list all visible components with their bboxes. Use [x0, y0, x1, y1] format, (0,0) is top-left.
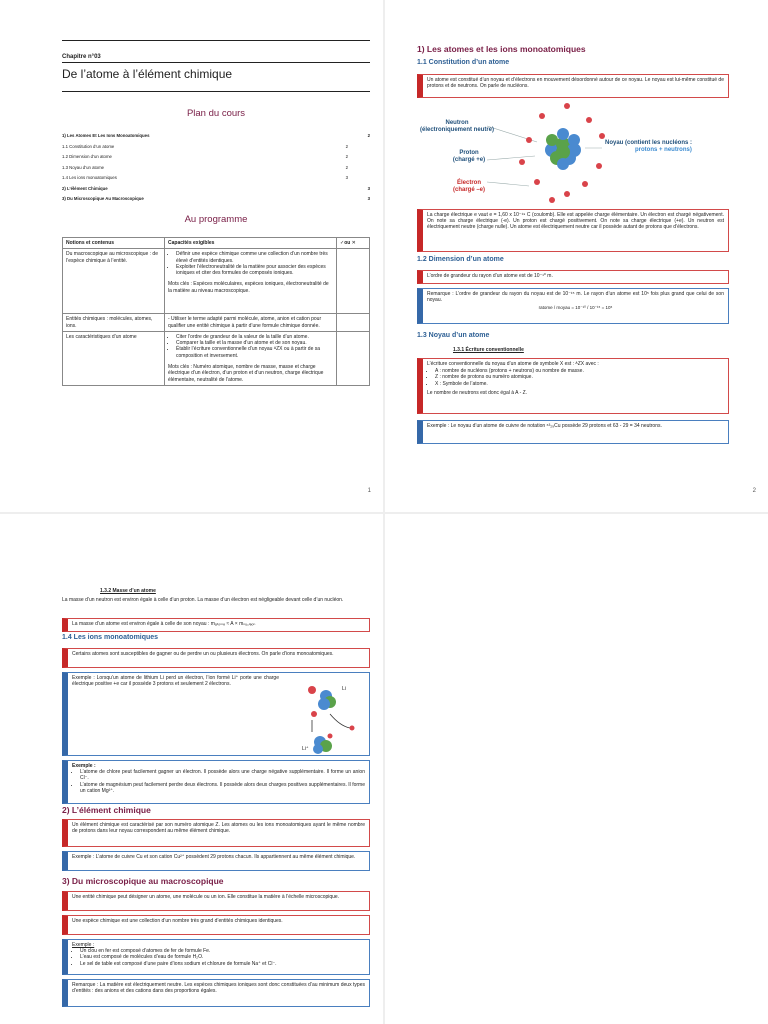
notation-end: Le nombre de neutrons est donc égal à A - Z. — [427, 389, 528, 396]
section-heading: 2) L’élément chimique — [62, 805, 151, 815]
toc-entry-label: 1.3 Noyau d’un atome — [62, 164, 105, 170]
toc-entry-label: 3) Du Microscopique Au Macroscopique — [62, 196, 144, 201]
capacity-cell — [165, 249, 337, 314]
example-item: • Le sel de table est composé d’une paire d’ions sodium et chlorure de formule Na⁺ et Cl⁻. — [80, 961, 365, 967]
capacity-cell: - Utiliser le terme adapté parmi molécule, atome, anion et cation pour qualifier une entité chimique à partir d’une formule chimique donnée. — [165, 314, 337, 332]
chapter-label: Chapitre n°03 — [62, 54, 101, 60]
nucleus — [545, 128, 581, 170]
example-box: Exemple : Le noyau d’un atome de cuivre de notation ⁶³₂₉Cu possède 29 protons et 63 - 29 = 34 neutrons. — [417, 420, 729, 444]
table-row — [63, 249, 370, 314]
remark-text: Remarque : L’ordre de grandeur du rayon du noyau est de 10⁻¹⁵ m. Le rayon d’un atome est 10⁵ fois plus grand que celui de son noyau. — [427, 291, 724, 304]
toc-entry-page: 2 — [367, 133, 370, 138]
notation-box — [417, 358, 729, 414]
element-box: Un élément chimique est caractérisé par son numéro atomique Z. Les atomes ou les ions monoatomiques ayant le même nombre de protons dans leur noyau correspondent au même élément chimique. — [62, 819, 370, 847]
capacity-cell — [165, 331, 337, 385]
toc-entry[interactable] — [62, 194, 370, 205]
subsection-heading: 1.2 Dimension d’un atome — [417, 256, 504, 263]
capacity-item: • Définir une espèce chimique comme une collection d’un nombre très élevé d’entités identiques. — [176, 251, 333, 264]
notation-intro: L’écriture conventionnelle du noyau d’un atome de symbole X est : ᴬZX avec : — [427, 361, 599, 367]
nucleus-label-text: Noyau (contient les nucléons : — [605, 140, 693, 146]
table-header: Capacités exigibles — [165, 238, 337, 249]
page-3 — [0, 514, 383, 1024]
check-cell — [337, 249, 370, 314]
toc-entry-page: 3 — [345, 175, 348, 180]
nucleus-label — [605, 140, 729, 154]
species-box: Une espèce chimique est une collection d’un nombre très grand d’entités chimiques identiques. — [62, 915, 370, 935]
plan-heading: Plan du cours — [186, 108, 246, 119]
lithium-figure — [290, 676, 360, 754]
table-row — [63, 331, 370, 385]
example-item: • L’atome de magnésium peut facilement perdre deux électrons. Il possède alors deux charges positives supplémentaires. Il forme un cation Mg²⁺. — [80, 782, 365, 794]
notion-cell: Les caractéristiques d’un atome — [63, 331, 165, 385]
electron-label — [439, 180, 499, 194]
proton-label-sub: (chargé +e) — [452, 157, 486, 163]
toc-entry-page: 2 — [345, 143, 348, 149]
page-1 — [0, 0, 383, 512]
notion-cell: Du macroscopique au microscopique : de l’espèce chimique à l’entité. — [63, 249, 165, 314]
neutron-label — [417, 120, 497, 134]
atom-diagram — [417, 100, 729, 208]
toc-entry[interactable] — [62, 173, 370, 184]
check-cell — [337, 314, 370, 332]
example-title: Exemple : — [72, 942, 95, 948]
lithium-example-box: Exemple : Lorsqu’un atome de lithium Li perd un électron, l’ion formé Li⁺ porte une charge électrique positive +e car il possède 3 protons et seulement 2 électrons. — [62, 672, 370, 756]
page-2 — [385, 0, 768, 512]
toc-entry[interactable] — [62, 142, 370, 153]
electron-label-sub: (chargé –e) — [452, 187, 485, 193]
definition-box: Un atome est constitué d’un noyau et d’électrons en mouvement désordonné autour de ce noyau. Le noyau est lui-même constitué de protons et de neutrons. On parle de nucléons. — [417, 74, 729, 98]
mass-box: La masse d’un atome est environ égale à celle de son noyau : mₐₜₒₘₑ ≈ A × mₙᵤ꜀ₗₑₒₙ — [62, 618, 370, 632]
subsection-heading: 1.4 Les ions monoatomiques — [62, 634, 159, 641]
proton-label — [439, 150, 499, 164]
ions-example-box — [62, 760, 370, 804]
li-ion-label: Li⁺ — [302, 746, 309, 752]
toc-entry-label: 1.2 Dimension d’un atome — [62, 154, 112, 159]
page-4 — [385, 514, 768, 1024]
notion-cell: Entités chimiques : molécules, atomes, ions. — [63, 314, 165, 332]
neutron-label-sub: (électroniquement neutre) — [419, 127, 494, 133]
toc-entry-page: 3 — [367, 185, 370, 191]
table-header-row — [63, 238, 370, 249]
toc-entry[interactable] — [62, 184, 370, 195]
subsubsection-heading: 1.3.1 Écriture conventionnelle — [453, 347, 524, 353]
toc-entry[interactable] — [62, 131, 370, 142]
toc-entry-label: 1.4 Les ions monoatomiques — [62, 175, 117, 180]
capacity-item: • Comparer la taille et la masse d’un atome et de son noyau. — [176, 340, 333, 346]
keywords: Mots clés : Numéro atomique, nombre de masse, masse et charge électrique d’un électron, d’un proton et d’un neutron, charge électrique élémentaire, neutralité de l’atome. — [168, 364, 324, 383]
subsection-heading: 1.3 Noyau d’un atome — [417, 332, 490, 339]
capacity-item: • Établir l’écriture conventionnelle d’un noyau ᴬZX ou à partir de sa composition et inversement. — [176, 346, 333, 359]
section-heading: 1) Les atomes et les ions monoatomiques — [417, 44, 586, 54]
neutrality-remark-box: Remarque : La matière est électriquement neutre. Les espèces chimiques ioniques sont donc constituées d’au minimum deux types d’entités : des anions et des cations dans des proportions égales. — [62, 979, 370, 1007]
table-row — [63, 314, 370, 332]
dimension-box: L’ordre de grandeur du rayon d’un atome est de 10⁻¹⁰ m. — [417, 270, 729, 284]
check-cell — [337, 331, 370, 385]
entity-box: Une entité chimique peut désigner un atome, une molécule ou un ion. Elle constitue la matière à l’échelle microscopique. — [62, 891, 370, 911]
notation-item: • A : nombre de nucléons (protons + neutrons) ou nombre de masse. — [435, 368, 724, 374]
page-number: 1 — [367, 488, 371, 494]
toc-entry-label: 2) L’élément Chimique — [62, 185, 108, 191]
notation-item: • X : Symbole de l’atome. — [435, 381, 724, 387]
species-example-box — [62, 939, 370, 975]
page-title: De l’atome à l’élément chimique — [62, 67, 233, 81]
example-item: • L’eau est composé de molécules d’eau de formule H₂O. — [80, 954, 365, 960]
remark-box — [417, 288, 729, 324]
lithium-illustration — [290, 676, 360, 754]
subsection-heading: 1.1 Constitution d’un atome — [417, 59, 510, 66]
section-heading: 3) Du microscopique au macroscopique — [62, 876, 224, 886]
top-rule — [62, 40, 370, 41]
toc-entry-page: 2 — [345, 164, 348, 170]
page-number: 2 — [752, 488, 756, 494]
toc-entry-page: 2 — [345, 154, 348, 159]
table-header: Notions et contenus — [63, 238, 165, 249]
nucleus-label-sub: protons + neutrons) — [635, 147, 692, 153]
table-header: ✓ou ✕ — [337, 238, 370, 249]
toc-entry-label: 1) Les Atomes Et Les Ions Monoatomiques — [62, 133, 150, 138]
li-label: Li — [342, 686, 346, 692]
ions-box: Certains atomes sont susceptibles de gagner ou de perdre un ou plusieurs électrons. On parle d’ions monoatomiques. — [62, 648, 370, 668]
capacity-item: • Exploiter l’électroneutralité de la matière pour associer des espèces ioniques et citer des formules de composés ioniques. — [176, 264, 333, 277]
title-rule-bottom — [62, 91, 370, 92]
capacity-item: • Citer l’ordre de grandeur de la valeur de la taille d’un atome. — [176, 334, 333, 340]
charge-box: La charge électrique e vaut e = 1,60 x 10⁻¹⁹ C (coulomb). Elle est appelée charge élémentaire. Un électron est chargé négativement. On note sa charge électrique (-e). Un proton est chargé positivement. On note sa charge électrique (+e). Un neutron est électriquement neutre (charge nulle). Un atome est électriquement neutre car il possède autant de protons que d’électrons. — [417, 209, 729, 252]
proton-label-text: Proton — [459, 150, 479, 156]
paragraph: La masse d’un neutron est environ égale à celle d’un proton. La masse d’un électron est négligeable devant celle d’un nucléon. — [62, 597, 344, 603]
notation-item: • Z : nombre de protons ou numéro atomique. — [435, 374, 724, 380]
example-title: Exemple : — [72, 763, 96, 769]
keywords: Mots clés : Espèces moléculaires, espèces ioniques, électroneutralité de la matière au niveau macroscopique. — [168, 281, 329, 294]
title-rule-top — [62, 62, 370, 63]
toc-entry[interactable] — [62, 163, 370, 174]
toc-entry-page: 3 — [367, 196, 370, 201]
program-heading: Au programme — [184, 214, 248, 225]
electron-label-text: Électron — [456, 180, 481, 186]
element-example-box: Exemple : L’atome de cuivre Cu et son cation Cu²⁺ possèdent 29 protons chacun. Ils appartiennent au même élément chimique. — [62, 851, 370, 871]
toc-entry-label: 1.1 Constitution d’un atome — [62, 143, 115, 149]
toc-entry[interactable] — [62, 152, 370, 163]
neutron-label-text: Neutron — [445, 120, 469, 126]
table-of-contents — [62, 131, 370, 205]
subsubsection-heading: 1.3.2 Masse d’un atome — [100, 588, 156, 594]
example-item: • Un clou en fer est composé d’atomes de fer de formule Fe. — [80, 948, 365, 954]
ratio-formula: ratome / rnoyau = 10⁻¹⁰ / 10⁻¹⁵ = 10⁵ — [538, 305, 613, 311]
example-item: • L’atome de chlore peut facilement gagner un électron. Il possède alors une charge négative supplémentaire. Il forme un anion Cl⁻. — [80, 769, 365, 781]
program-table — [62, 237, 370, 386]
